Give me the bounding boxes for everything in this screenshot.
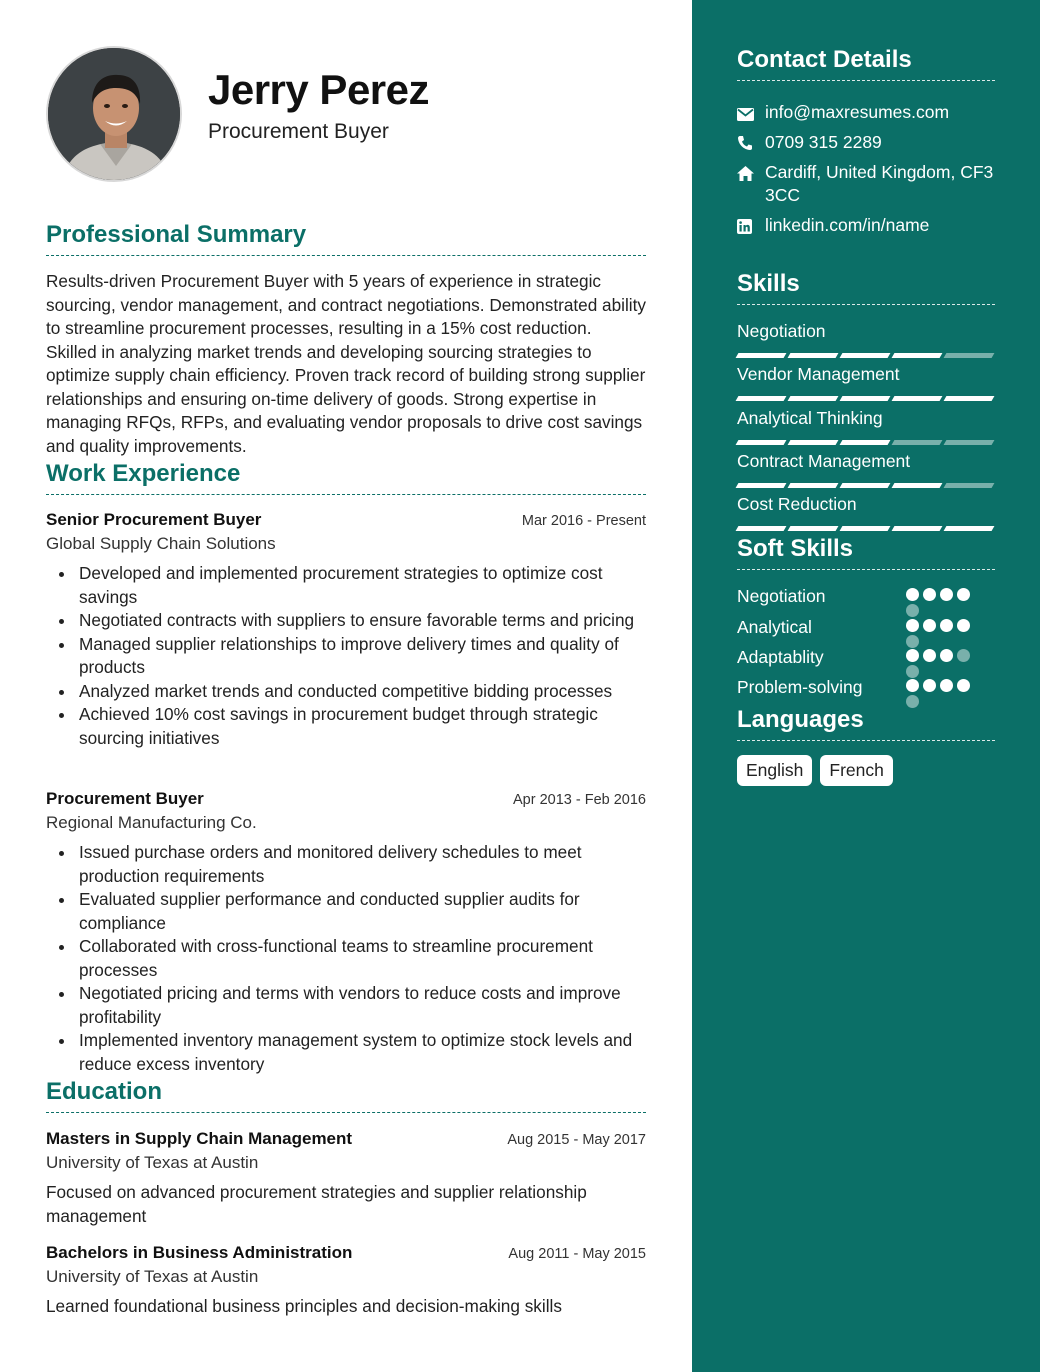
skill-bar-filled: [892, 353, 943, 358]
degree: Bachelors in Business Administration: [46, 1243, 353, 1262]
soft-skill-level-dots: [906, 619, 981, 648]
soft-skill-name: Negotiation: [737, 586, 826, 606]
soft-skill-dot-filled: [906, 588, 919, 601]
soft-skill-dot-empty: [906, 604, 919, 617]
skill-bar-filled: [944, 396, 995, 401]
linkedin-icon: [737, 214, 765, 240]
summary-text: Results-driven Procurement Buyer with 5 years of experience in strategic sourcing, vendor management, and contract negotiations. Demonstrated ability to streamline procurement processes, resulting in a 15% cost reduction. Skilled in analyzing market trends and developing sourcing strategies to optimize supply chain efficiency. Proven track record of building strong supplier relationships and ensuring on-time delivery of goods. Strong expertise in managing RFQs, RFPs, and evaluating vendor proposals to drive cost savings and quality improvements.: [46, 271, 646, 456]
education-description: Learned foundational business principles and decision-making skills: [46, 1296, 562, 1316]
skill-item: [737, 364, 995, 401]
contact-address-text: Cardiff, United Kingdom, CF3 3CC: [765, 162, 994, 205]
soft-skill-dot-empty: [957, 649, 970, 662]
contact-heading: Contact Details: [737, 46, 995, 81]
job-bullet: Negotiated contracts with suppliers to ensure favorable terms and pricing: [46, 609, 646, 633]
skill-name: Vendor Management: [737, 364, 900, 384]
contact-email-text: info@maxresumes.com: [765, 102, 950, 122]
experience-heading: Work Experience: [46, 460, 646, 495]
person-portrait-icon: [48, 48, 182, 182]
education-entry: [46, 1243, 646, 1319]
skill-bar-filled: [788, 396, 839, 401]
skill-bar-empty: [892, 440, 943, 445]
soft-skill-dot-filled: [906, 679, 919, 692]
skill-bar-filled: [736, 353, 787, 358]
home-icon: [737, 161, 765, 207]
language-badge: English: [737, 755, 812, 786]
skill-bar-filled: [840, 353, 891, 358]
job-bullet: Issued purchase orders and monitored delivery schedules to meet production requirements: [46, 841, 646, 888]
skill-level-bars: [737, 396, 995, 401]
job-bullet: Managed supplier relationships to improve delivery times and quality of products: [46, 633, 646, 680]
contact-linkedin[interactable]: [737, 214, 995, 240]
contact-address: [737, 161, 995, 207]
job-bullets: [46, 562, 646, 750]
contact-linkedin-text: linkedin.com/in/name: [765, 215, 930, 235]
skill-level-bars: [737, 526, 995, 531]
education-dates: Aug 2011 - May 2015: [508, 1246, 646, 1262]
skill-bar-filled: [788, 526, 839, 531]
soft-skill-name: Analytical: [737, 617, 812, 637]
soft-skill-dot-filled: [940, 649, 953, 662]
skill-name: Contract Management: [737, 451, 911, 471]
skill-name: Analytical Thinking: [737, 408, 883, 428]
skill-bar-filled: [736, 396, 787, 401]
soft-skill-level-dots: [906, 679, 981, 708]
language-badge: French: [820, 755, 892, 786]
job-company: Global Supply Chain Solutions: [46, 534, 276, 553]
soft-skill-name: Problem-solving: [737, 677, 863, 697]
job-bullets: [46, 841, 646, 1076]
skill-bar-empty: [944, 353, 995, 358]
skill-bar-filled: [736, 440, 787, 445]
skill-item: [737, 451, 995, 488]
soft-skill-dot-filled: [940, 588, 953, 601]
soft-skill-item: [737, 677, 995, 701]
education-heading: Education: [46, 1078, 646, 1113]
school: University of Texas at Austin: [46, 1153, 259, 1172]
soft-skill-dot-filled: [957, 679, 970, 692]
skill-bar-filled: [736, 483, 787, 488]
skill-bar-filled: [892, 483, 943, 488]
skill-name: Cost Reduction: [737, 494, 857, 514]
skill-bar-filled: [944, 526, 995, 531]
soft-skill-dot-filled: [923, 679, 936, 692]
skill-level-bars: [737, 483, 995, 488]
skill-level-bars: [737, 353, 995, 358]
soft-skill-dot-filled: [940, 619, 953, 632]
soft-skill-dot-filled: [906, 649, 919, 662]
job-bullet: Collaborated with cross-functional teams to streamline procurement processes: [46, 935, 646, 982]
skill-bar-filled: [840, 396, 891, 401]
education-description: Focused on advanced procurement strategies and supplier relationship management: [46, 1182, 587, 1226]
education-dates: Aug 2015 - May 2017: [507, 1132, 646, 1148]
skill-bar-filled: [788, 440, 839, 445]
job-dates: Apr 2013 - Feb 2016: [512, 792, 646, 808]
job-bullet: Evaluated supplier performance and conducted supplier audits for compliance: [46, 888, 646, 935]
skill-bar-filled: [892, 396, 943, 401]
summary-heading: Professional Summary: [46, 221, 646, 256]
languages-heading: Languages: [737, 706, 995, 741]
skill-item: [737, 321, 995, 358]
skills-heading: Skills: [737, 270, 995, 305]
job-bullet: Negotiated pricing and terms with vendors to reduce costs and improve profitability: [46, 982, 646, 1029]
skill-bar-empty: [944, 440, 995, 445]
skill-bar-empty: [944, 483, 995, 488]
job-bullet: Implemented inventory management system to optimize stock levels and reduce excess inventory: [46, 1029, 646, 1076]
job-entry: [46, 789, 646, 1076]
language-list: [737, 755, 893, 786]
soft-skill-dot-filled: [940, 679, 953, 692]
skill-bar-filled: [840, 526, 891, 531]
job-entry: [46, 510, 646, 750]
job-company: Regional Manufacturing Co.: [46, 813, 257, 832]
soft-skills-heading: Soft Skills: [737, 535, 995, 570]
job-bullet: Developed and implemented procurement strategies to optimize cost savings: [46, 562, 646, 609]
job-dates: Mar 2016 - Present: [521, 513, 646, 529]
soft-skill-dot-filled: [957, 588, 970, 601]
soft-skill-dot-filled: [923, 619, 936, 632]
phone-icon: [737, 131, 765, 157]
candidate-name: Jerry Perez: [208, 66, 430, 113]
profile-photo: [46, 46, 182, 182]
skill-bar-filled: [788, 483, 839, 488]
envelope-icon: [737, 101, 765, 127]
soft-skill-dot-filled: [923, 588, 936, 601]
job-bullet: Achieved 10% cost savings in procurement budget through strategic sourcing initiatives: [46, 703, 646, 750]
contact-phone[interactable]: [737, 131, 995, 157]
soft-skill-dot-filled: [906, 619, 919, 632]
soft-skill-dot-filled: [957, 619, 970, 632]
soft-skill-item: [737, 586, 995, 610]
skill-name: Negotiation: [737, 321, 826, 341]
skill-bar-filled: [840, 483, 891, 488]
contact-email[interactable]: [737, 101, 995, 127]
soft-skill-level-dots: [906, 588, 981, 617]
candidate-title: Procurement Buyer: [208, 120, 389, 143]
soft-skill-name: Adaptablity: [737, 647, 824, 667]
job-role: Procurement Buyer: [46, 789, 204, 808]
skill-bar-filled: [736, 526, 787, 531]
skill-bar-filled: [840, 440, 891, 445]
skill-bar-filled: [788, 353, 839, 358]
skill-level-bars: [737, 440, 995, 445]
skill-bar-filled: [892, 526, 943, 531]
skill-item: [737, 494, 995, 531]
education-entry: [46, 1129, 646, 1228]
soft-skill-level-dots: [906, 649, 981, 678]
school: University of Texas at Austin: [46, 1267, 259, 1286]
degree: Masters in Supply Chain Management: [46, 1129, 353, 1148]
soft-skill-dot-filled: [923, 649, 936, 662]
job-role: Senior Procurement Buyer: [46, 510, 262, 529]
skill-item: [737, 408, 995, 445]
soft-skill-item: [737, 617, 995, 641]
job-bullet: Analyzed market trends and conducted competitive bidding processes: [46, 680, 646, 704]
soft-skill-item: [737, 647, 995, 671]
contact-phone-text: 0709 315 2289: [765, 132, 882, 152]
sidebar: [692, 0, 1040, 1372]
